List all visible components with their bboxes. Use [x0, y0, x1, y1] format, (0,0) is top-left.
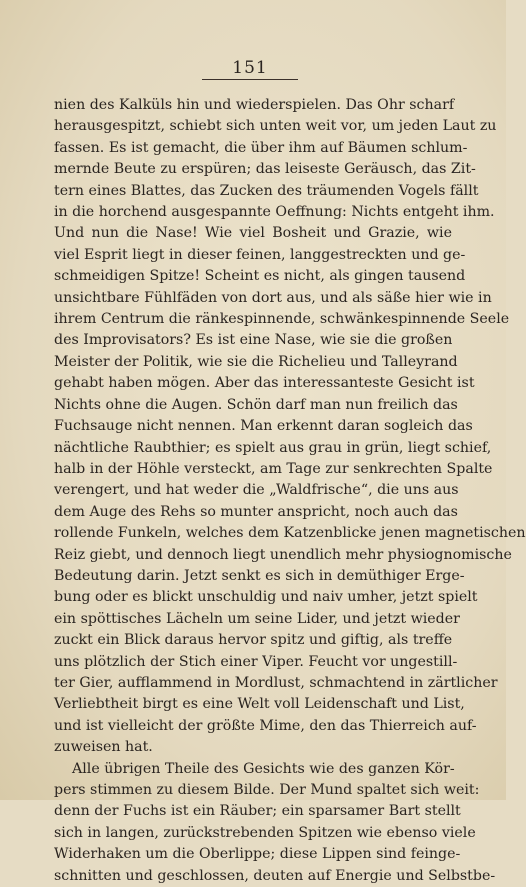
text-line: nächtliche Raubthier; es spielt aus grau in grün, liegt schief, [54, 439, 492, 456]
text-line: halb in der Höhle versteckt, am Tage zur senkrechten Spalte [54, 460, 493, 477]
text-line: Verliebtheit birgt es eine Welt voll Leidenschaft und List, [54, 696, 465, 713]
text-line: denn der Fuchs ist ein Räuber; ein sparsamer Bart stellt [54, 803, 461, 820]
text-line: verengert, und hat weder die „Waldfrische“, die uns aus [54, 482, 459, 499]
page-body-text [54, 95, 526, 887]
header-rule [202, 79, 298, 80]
text-line: fassen. Es ist gemacht, die über ihm auf Bäumen schlum- [54, 139, 468, 156]
text-line: ein spöttisches Lächeln um seine Lider, und jetzt wieder [54, 610, 460, 627]
text-line: ter Gier, aufflammend in Mordlust, schmachtend in zärtlicher [54, 674, 498, 691]
text-line: schnitten und geschlossen, deuten auf Energie und Selbstbe- [54, 867, 496, 884]
text-line: in die horchend ausgespannte Oeffnung: Nichts entgeht ihm. [54, 204, 495, 221]
text-line: Fuchsauge nicht nennen. Man erkennt daran sogleich das [54, 418, 473, 435]
text-line: Reiz giebt, und dennoch liegt unendlich mehr physiognomische [54, 546, 512, 563]
text-line: Bedeutung darin. Jetzt senkt es sich in demüthiger Erge- [54, 567, 465, 584]
text-line: Alle übrigen Theile des Gesichts wie des ganzen Kör- [72, 760, 455, 777]
text-line: zuckt ein Blick daraus hervor spitz und giftig, als treffe [54, 632, 453, 649]
text-line: Meister der Politik, wie sie die Richelieu und Talleyrand [54, 353, 458, 370]
text-line: Und nun die Nase! Wie viel Bosheit und Grazie, wie [54, 225, 452, 242]
text-line: viel Esprit liegt in dieser feinen, langgestreckten und ge- [54, 246, 466, 263]
page-number: 151 [232, 58, 268, 78]
text-line: dem Auge des Rehs so munter anspricht, noch auch das [54, 503, 458, 520]
text-line: schmeidigen Spitze! Scheint es nicht, als gingen tausend [54, 268, 466, 285]
text-line: mernde Beute zu erspüren; das leiseste Geräusch, das Zit- [54, 161, 476, 178]
text-line: bung oder es blickt unschuldig und naiv umher, jetzt spielt [54, 589, 478, 606]
text-line: sich in langen, zurückstrebenden Spitzen wie ebenso viele [54, 824, 476, 841]
text-line: tern eines Blattes, das Zucken des träumenden Vogels fällt [54, 182, 479, 199]
text-line: nien des Kalküls hin und wiederspielen. Das Ohr scharf [54, 97, 455, 113]
text-line: Widerhaken um die Oberlippe; diese Lippen sind feinge- [54, 846, 461, 863]
text-line: gehabt haben mögen. Aber das interessanteste Gesicht ist [54, 375, 475, 392]
text-line: Nichts ohne die Augen. Schön darf man nun freilich das [54, 396, 458, 413]
text-line: unsichtbare Fühlfäden von dort aus, und als säße hier wie in [54, 289, 492, 306]
text-line: ihrem Centrum die ränkespinnende, schwänkespinnende Seele [54, 311, 510, 328]
text-line: des Improvisators? Es ist eine Nase, wie sie die großen [54, 332, 453, 349]
text-line: und ist vielleicht der größte Mime, den das Thierreich auf- [54, 717, 477, 734]
text-line: rollende Funkeln, welches dem Katzenblicke jenen magnetischen [54, 525, 526, 542]
text-line: uns plötzlich der Stich einer Viper. Feucht vor ungestill- [54, 653, 458, 670]
text-line: herausgespitzt, schiebt sich unten weit vor, um jeden Laut zu [54, 118, 497, 135]
text-line: zuweisen hat. [54, 739, 153, 756]
text-line: pers stimmen zu diesem Bilde. Der Mund spaltet sich weit: [54, 782, 480, 798]
